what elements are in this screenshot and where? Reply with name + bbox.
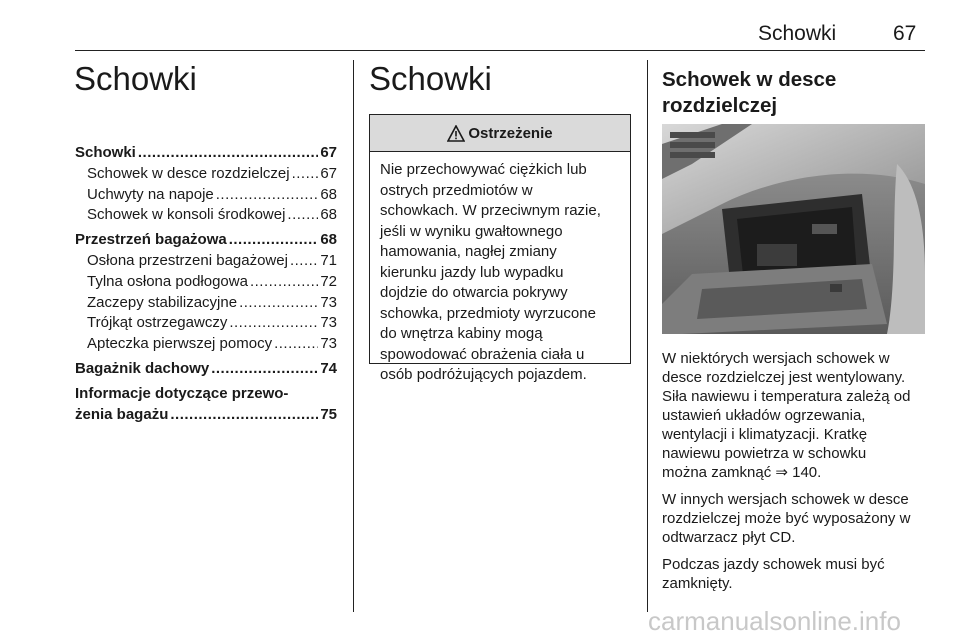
glovebox-paragraph-3 [662, 555, 930, 593]
column-divider-1 [353, 60, 354, 612]
paragraph-line: ustawień układów ogrzewania, [662, 407, 866, 424]
warning-line: dojdzie do otwarcia pokrywy [380, 284, 568, 301]
toc-leader-dots [274, 334, 318, 355]
toc-entry-label: żenia bagażu [75, 405, 169, 423]
toc-entry-label: Bagażnik dachowy [75, 359, 210, 377]
table-of-contents [75, 143, 337, 425]
warning-line: ostrych przedmiotów w [380, 181, 533, 199]
toc-entry[interactable] [75, 405, 337, 426]
toc-leader-dots [292, 164, 319, 185]
section-title: Schowki [369, 60, 492, 97]
header-rule [75, 50, 925, 51]
glovebox-body [662, 349, 930, 601]
toc-entry-page: 68 [320, 206, 337, 224]
paragraph-line: W innych wersjach schowek w desce [662, 491, 909, 508]
paragraph-line: W niektórych wersjach schowek w [662, 350, 890, 367]
glovebox-heading-line2: rozdzielczej [662, 94, 778, 117]
toc-entry-page: 68 [320, 231, 337, 249]
toc-entry-page: 67 [320, 164, 337, 182]
toc-entry-label: Zaczepy stabilizacyjne [87, 293, 238, 311]
toc-entry-label: Przestrzeń bagażowa [75, 231, 227, 249]
watermark: carmanualsonline.info [648, 606, 901, 636]
paragraph-line: wentylacji i klimatyzacji. Kratkę [662, 426, 868, 443]
toc-leader-dots [211, 359, 318, 380]
warning-triangle-icon [447, 125, 465, 142]
warning-header [370, 115, 630, 152]
toc-entry-label: Trójkąt ostrzegawczy [87, 314, 228, 332]
toc-leader-dots [287, 205, 318, 226]
toc-leader-dots [290, 251, 318, 272]
warning-title: Ostrzeżenie [468, 124, 553, 142]
paragraph-line: odtwarzacz płyt CD. [662, 529, 796, 546]
toc-entry[interactable] [75, 293, 337, 314]
glovebox-paragraph-2 [662, 490, 930, 547]
paragraph-line: zamknięty. [662, 575, 733, 592]
toc-entry[interactable] [75, 164, 337, 185]
warning-line: kierunku jazdy lub wypadku [380, 263, 564, 281]
page-number: 67 [893, 22, 917, 45]
warning-line: osób podróżujących pojazdem. [380, 366, 587, 383]
toc-entry-page: 68 [320, 185, 337, 203]
warning-line: jeśli w wyniku gwałtownego [380, 222, 563, 240]
glovebox-photo [662, 124, 925, 334]
paragraph-line: nawiewu powietrza w schowku [662, 445, 867, 462]
toc-entry-page: 67 [320, 144, 337, 161]
paragraph-line: Siła nawiewu i temperatura zależą od [662, 388, 911, 405]
paragraph-line: rozdzielczej może być wyposażony w [662, 510, 911, 527]
paragraph-line: desce rozdzielczej jest wentylowany. [662, 369, 906, 386]
toc-entry-label: Schowki [75, 144, 136, 161]
toc-entry-page: 75 [320, 405, 337, 423]
toc-entry-page: 71 [320, 251, 337, 269]
paragraph-line: Podczas jazdy schowek musi być [662, 556, 885, 573]
toc-entry-page: 72 [320, 272, 337, 290]
toc-leader-dots [138, 143, 318, 164]
toc-entry-page: 73 [320, 335, 337, 353]
toc-leader-dots [170, 405, 318, 426]
warning-line: schowka, przedmioty wyrzucone [380, 304, 596, 322]
toc-entry[interactable] [75, 251, 337, 272]
toc-entry[interactable] [75, 334, 337, 355]
toc-entry[interactable] [75, 359, 337, 380]
toc-leader-dots [229, 313, 318, 334]
toc-entry[interactable] [75, 313, 337, 334]
warning-text [370, 152, 630, 394]
warning-line: schowkach. W przeciwnym razie, [380, 202, 601, 219]
warning-line: spowodować obrażenia ciała u [380, 345, 585, 363]
warning-line: do wnętrza kabiny mogą [380, 325, 543, 342]
toc-entry-label: Tylna osłona podłogowa [87, 272, 248, 290]
glovebox-heading [662, 67, 836, 119]
column-divider-2 [647, 60, 648, 612]
glovebox-heading-line1: Schowek w desce [662, 68, 837, 91]
toc-entry[interactable] [75, 185, 337, 206]
toc-leader-dots [216, 185, 319, 206]
toc-entry[interactable] [75, 230, 337, 251]
glovebox-paragraph-1 [662, 349, 930, 482]
toc-entry-page: 73 [320, 314, 337, 332]
warning-line: Nie przechowywać ciężkich lub [380, 161, 587, 178]
running-header-title: Schowki [758, 22, 837, 45]
toc-entry-label: Apteczka pierwszej pomocy [87, 335, 273, 353]
chapter-title: Schowki [74, 60, 197, 97]
toc-entry-label: Schowek w desce rozdzielczej [87, 164, 290, 182]
warning-line: hamowania, nagłej zmiany [380, 243, 557, 260]
toc-leader-dots [250, 272, 318, 293]
toc-entry-page: 73 [320, 293, 337, 311]
toc-entry-line: Informacje dotyczące przewo- [75, 384, 289, 402]
toc-entry-page: 74 [320, 359, 337, 377]
paragraph-line: można zamknąć ⇒ 140. [662, 464, 822, 481]
toc-entry-label: Osłona przestrzeni bagażowej [87, 251, 288, 269]
toc-entry[interactable] [75, 205, 337, 226]
toc-leader-dots [229, 230, 319, 251]
toc-entry[interactable] [75, 272, 337, 293]
toc-entry[interactable] [75, 143, 337, 164]
toc-entry-label: Uchwyty na napoje [87, 185, 214, 203]
warning-box [369, 114, 631, 383]
toc-entry-label: Schowek w konsoli środkowej [87, 206, 286, 224]
toc-leader-dots [239, 293, 318, 314]
